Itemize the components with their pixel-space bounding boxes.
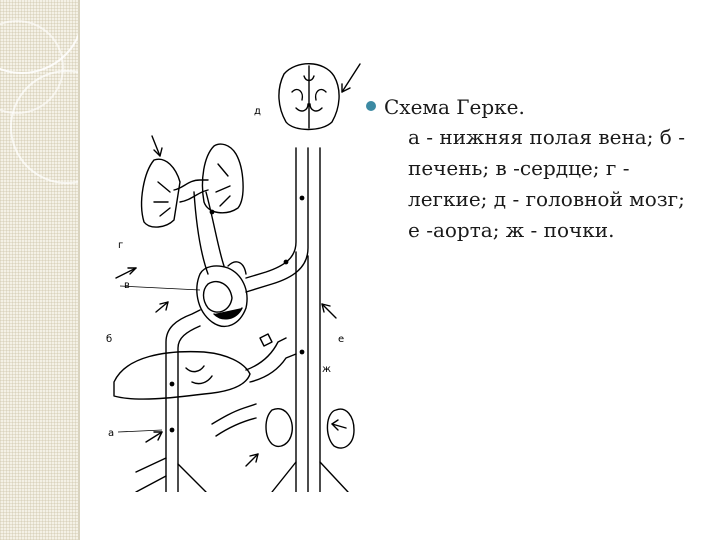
bullet-icon [366, 101, 376, 111]
inferior-vena-cava [166, 310, 200, 492]
diagram-label-a: а [108, 428, 115, 439]
kidneys-drawing [266, 409, 354, 448]
slide-description: а - нижняя полая вена; б - печень; в -сердце; г - легкие; д - головной мозг; е -аорта; ж - почки. [408, 125, 685, 242]
heart-drawing [197, 262, 247, 327]
slide-title: Схема Герке. [384, 95, 525, 119]
herke-circulation-diagram [96, 52, 386, 492]
decorative-left-strip [0, 0, 78, 540]
diagram-label-d: д [254, 106, 261, 117]
diagram-label-e: е [338, 334, 345, 345]
diagram-label-g: г [118, 240, 124, 251]
liver-drawing [114, 352, 250, 399]
diagram-label-b: б [106, 334, 113, 345]
slide-text [384, 92, 694, 246]
diagram-label-v: в [124, 280, 130, 291]
diagram-label-zh: ж [322, 364, 332, 375]
lungs-drawing [142, 144, 243, 227]
strip-divider [78, 0, 80, 540]
aorta [246, 148, 296, 278]
flow-arrows [116, 64, 360, 466]
brain-drawing [279, 64, 339, 130]
